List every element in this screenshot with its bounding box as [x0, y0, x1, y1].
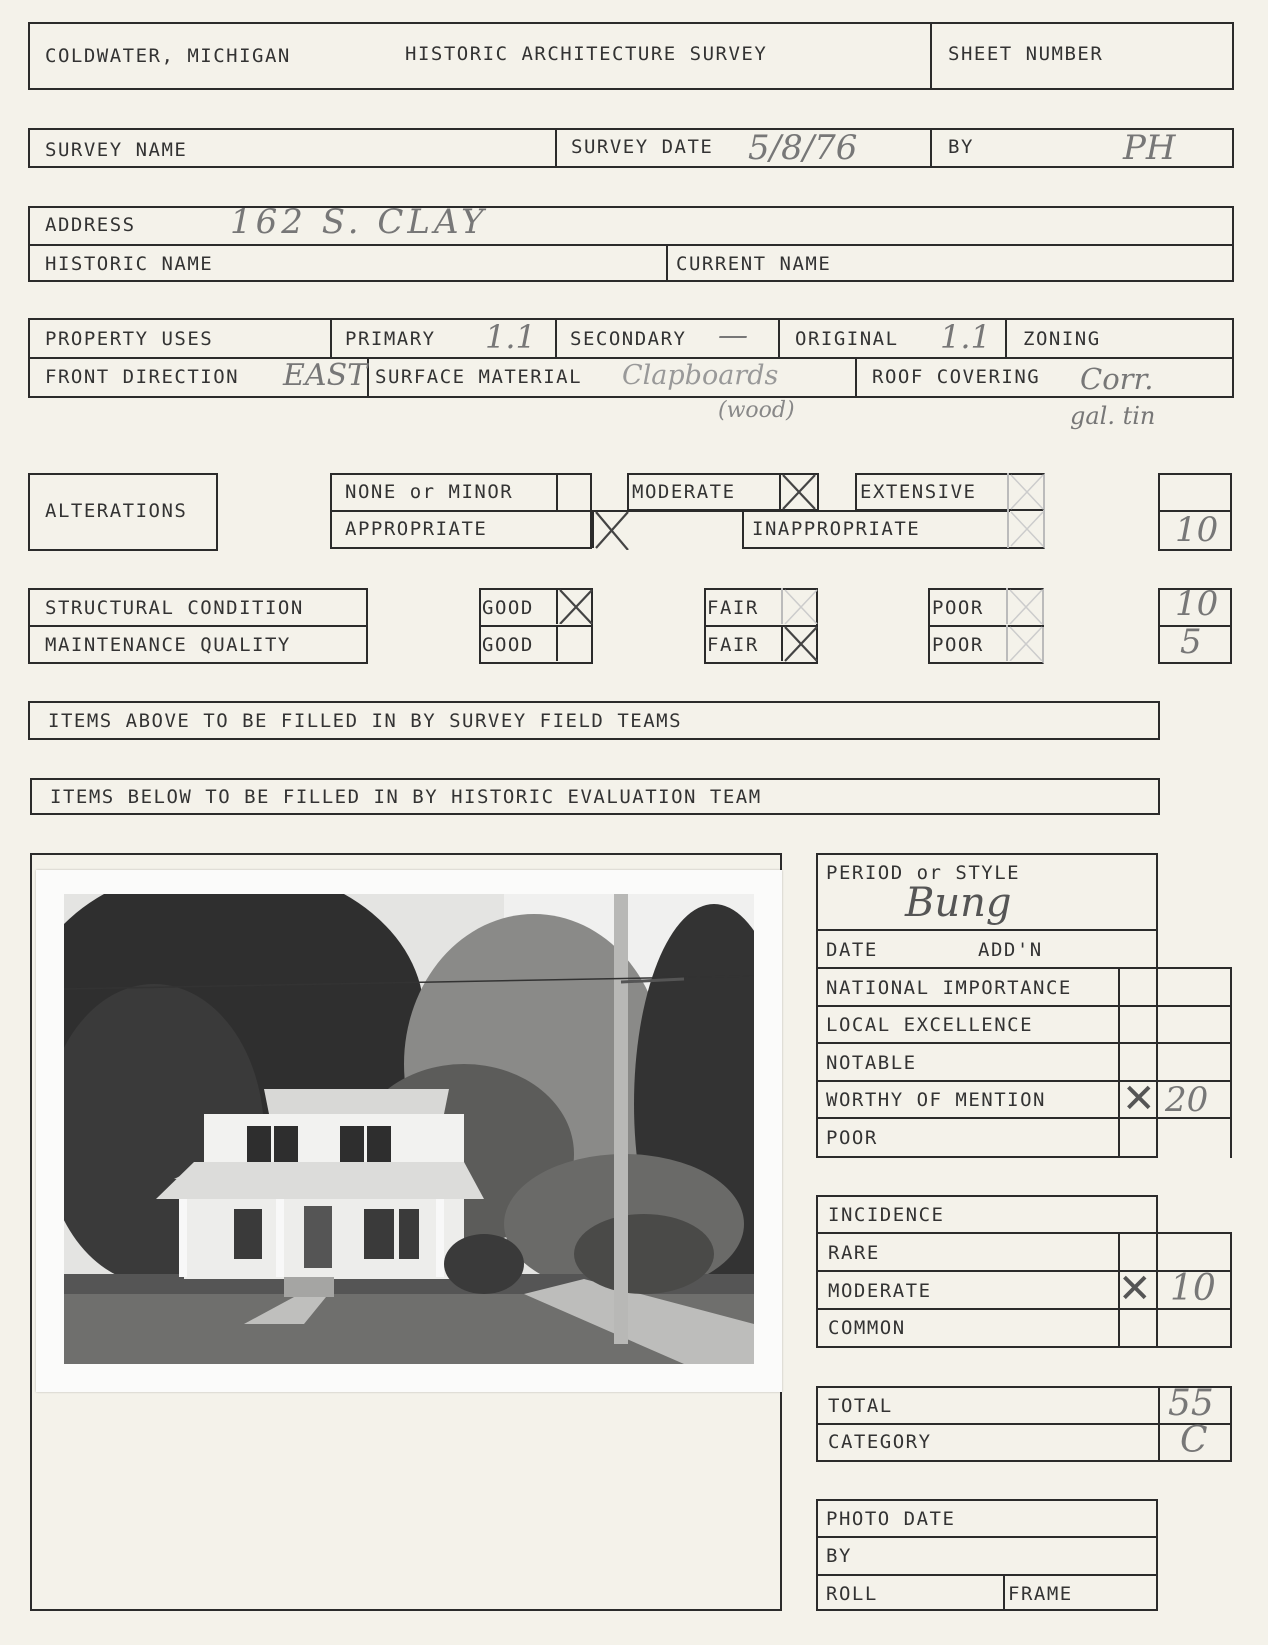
survey-divider-2 [930, 128, 932, 168]
appropriate-label: APPROPRIATE [345, 518, 488, 540]
survey-date-label: SURVEY DATE [571, 136, 714, 158]
eval-line-date [816, 929, 1158, 931]
roll-label: ROLL [826, 1583, 878, 1605]
survey-divider-1 [555, 128, 557, 168]
prop-div-6 [855, 357, 857, 398]
surface-material-label: SURFACE MATERIAL [375, 366, 583, 388]
maintenance-quality-label: MAINTENANCE QUALITY [45, 634, 291, 656]
moderate-label: MODERATE [632, 481, 736, 503]
worthy-of-mention-label: WORTHY OF MENTION [826, 1089, 1046, 1111]
surface-material-note: (wood) [718, 398, 795, 423]
eval-poor-label: POOR [826, 1127, 878, 1149]
maintenance-poor-checkbox[interactable] [1006, 625, 1040, 661]
eval-line-local [816, 1005, 1232, 1007]
maintenance-fair-checkbox[interactable] [781, 625, 815, 661]
primary-value: 1.1 [485, 318, 536, 356]
original-label: ORIGINAL [795, 328, 899, 350]
address-value: 162 S. CLAY [230, 202, 488, 242]
eval-line-notable [816, 1042, 1232, 1044]
alterations-score: 10 [1175, 510, 1219, 550]
photo-info-roll-divider [1003, 1574, 1005, 1611]
city-label: COLDWATER, MICHIGAN [45, 45, 291, 67]
extensive-label: EXTENSIVE [860, 481, 977, 503]
eval-score-divider [1118, 967, 1120, 1158]
historic-name-label: HISTORIC NAME [45, 253, 214, 275]
incidence-right-edge [1230, 1232, 1232, 1348]
by-label: BY [948, 136, 974, 158]
category-label: CATEGORY [828, 1431, 932, 1453]
survey-date-value: 5/8/76 [748, 128, 858, 168]
original-value: 1.1 [940, 318, 991, 356]
roof-covering-label: ROOF COVERING [872, 366, 1041, 388]
worthy-mark-icon: ✕ [1122, 1076, 1156, 1122]
structural-condition-label: STRUCTURAL CONDITION [45, 597, 304, 619]
worthy-score: 20 [1165, 1080, 1209, 1120]
maintenance-fair-label: FAIR [707, 634, 759, 656]
structural-score: 10 [1175, 584, 1219, 624]
zoning-label: ZONING [1023, 328, 1101, 350]
extensive-checkbox[interactable] [1007, 473, 1041, 511]
national-importance-label: NATIONAL IMPORTANCE [826, 977, 1072, 999]
incidence-moderate-score: 10 [1170, 1268, 1216, 1309]
structural-fair-label: FAIR [707, 597, 759, 619]
eval-right-edge [1230, 967, 1232, 1158]
total-value: 55 [1168, 1383, 1214, 1424]
common-label: COMMON [828, 1317, 906, 1339]
frame-label: FRAME [1008, 1583, 1073, 1605]
secondary-label: SECONDARY [570, 328, 687, 350]
survey-name-label: SURVEY NAME [45, 139, 188, 161]
inappropriate-checkbox[interactable] [1007, 510, 1041, 548]
incidence-mark-icon: ✕ [1118, 1266, 1152, 1312]
structural-poor-label: POOR [932, 597, 984, 619]
incidence-line-bottom [1158, 1346, 1232, 1348]
photo-info-line-2 [816, 1574, 1158, 1576]
eval-line-nat [816, 967, 1232, 969]
structural-poor-checkbox[interactable] [1006, 588, 1040, 624]
maintenance-poor-label: POOR [932, 634, 984, 656]
photo-info-line-1 [816, 1536, 1158, 1538]
structural-good-checkbox[interactable] [556, 588, 590, 624]
photo-date-label: PHOTO DATE [826, 1508, 956, 1530]
prop-div-5 [367, 357, 369, 398]
survey-title: HISTORIC ARCHITECTURE SURVEY [405, 43, 768, 65]
current-name-label: CURRENT NAME [676, 253, 832, 275]
totals-score-divider [1158, 1386, 1160, 1462]
total-label: TOTAL [828, 1395, 893, 1417]
alterations-label: ALTERATIONS [45, 500, 188, 522]
surface-material-value: Clapboards [622, 360, 779, 391]
notes-above: ITEMS ABOVE TO BE FILLED IN BY SURVEY FIELD TEAMS [48, 710, 683, 732]
appropriate-checkbox[interactable] [592, 510, 626, 548]
maintenance-score: 5 [1180, 622, 1202, 662]
header-divider [930, 22, 932, 90]
prop-div-1 [330, 318, 332, 357]
none-or-minor-label: NONE or MINOR [345, 481, 514, 503]
incidence-moderate-label: MODERATE [828, 1280, 932, 1302]
maintenance-good-checkbox[interactable] [556, 625, 590, 661]
front-direction-label: FRONT DIRECTION [45, 366, 240, 388]
secondary-value: — [718, 318, 748, 353]
period-style-label: PERIOD or STYLE [826, 862, 1021, 884]
name-divider [666, 244, 668, 282]
period-style-value: Bung [905, 880, 1012, 926]
front-direction-value: EAST [283, 358, 368, 393]
by-value: PH [1123, 128, 1176, 168]
maintenance-good-label: GOOD [482, 634, 534, 656]
house-photo [64, 894, 754, 1364]
structural-good-label: GOOD [482, 597, 534, 619]
local-excellence-label: LOCAL EXCELLENCE [826, 1014, 1034, 1036]
prop-div-2 [555, 318, 557, 357]
notable-label: NOTABLE [826, 1052, 917, 1074]
notes-below: ITEMS BELOW TO BE FILLED IN BY HISTORIC EVALUATION TEAM [50, 786, 762, 808]
incidence-label: INCIDENCE [828, 1204, 945, 1226]
prop-div-3 [778, 318, 780, 357]
incidence-line-rare [816, 1232, 1232, 1234]
sheet-number-label: SHEET NUMBER [948, 43, 1104, 65]
structural-fair-checkbox[interactable] [781, 588, 815, 624]
condition-label-mid [28, 625, 368, 627]
inappropriate-label: INAPPROPRIATE [752, 518, 921, 540]
address-divider [28, 244, 1234, 246]
date-label: DATE [826, 939, 878, 961]
photo-mount [36, 870, 782, 1392]
address-label: ADDRESS [45, 214, 136, 236]
prop-div-4 [1005, 318, 1007, 357]
property-divider [28, 357, 1234, 359]
none-or-minor-checkbox[interactable] [556, 473, 590, 510]
roof-covering-note: gal. tin [1070, 402, 1156, 430]
property-uses-label: PROPERTY USES [45, 328, 214, 350]
primary-label: PRIMARY [345, 328, 436, 350]
roof-covering-value: Corr. [1080, 362, 1154, 396]
rare-label: RARE [828, 1242, 880, 1264]
addn-label: ADD'N [978, 939, 1043, 961]
photo-by-label: BY [826, 1545, 852, 1567]
category-value: C [1180, 1420, 1208, 1461]
moderate-checkbox[interactable] [779, 473, 813, 511]
